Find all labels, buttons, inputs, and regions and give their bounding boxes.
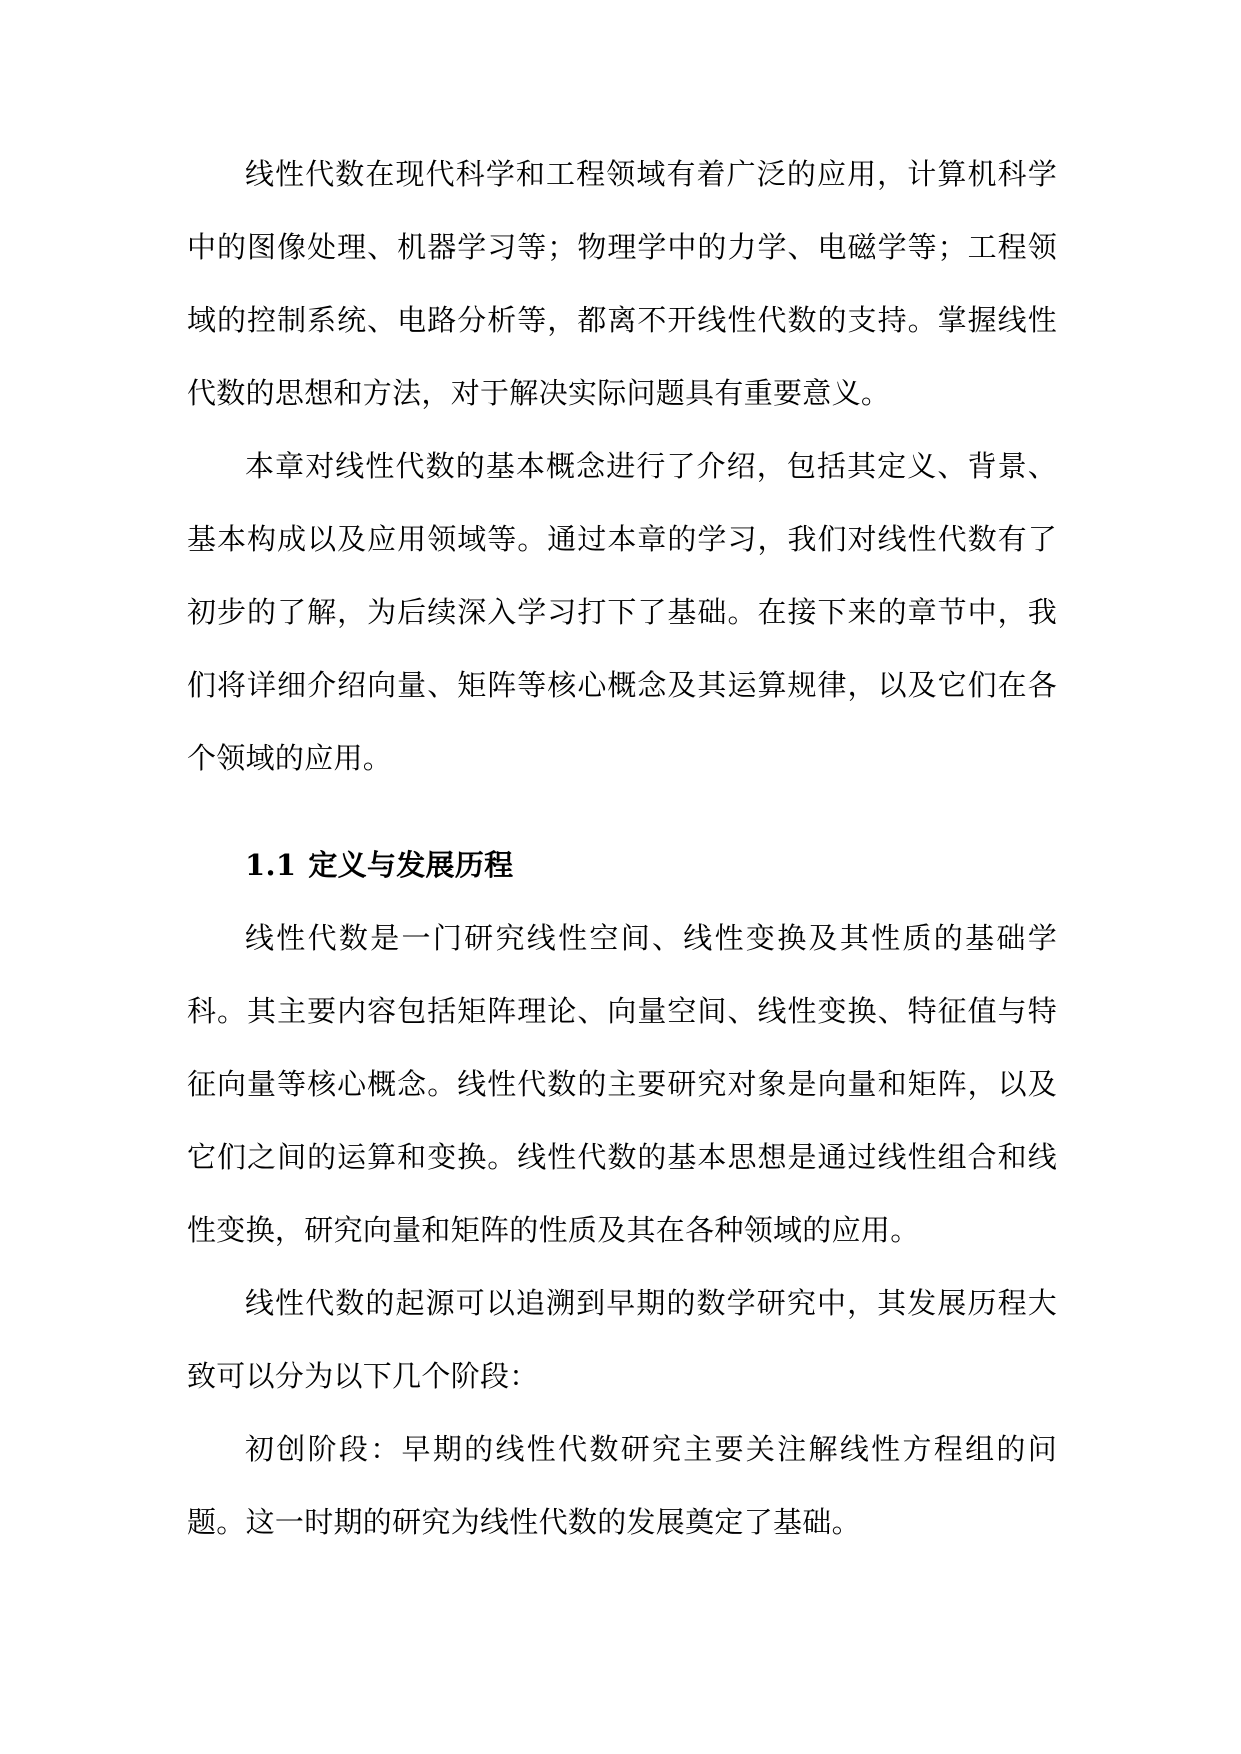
document-body (187, 138, 1057, 1559)
paragraph-chapter-summary: 本章对线性代数的基本概念进行了介绍，包括其定义、背景、基本构成以及应用领域等。通过本章的学习，我们对线性代数有了初步的了解，为后续深入学习打下了基础。在接下来的章节中，我们将详细介绍向量、矩阵等核心概念及其运算规律，以及它们在各个领域的应用。 (187, 449, 1057, 775)
section-heading (187, 829, 1057, 902)
section-title: 定义与发展历程 (308, 848, 514, 882)
paragraph-applications: 线性代数在现代科学和工程领域有着广泛的应用，计算机科学中的图像处理、机器学习等；物理学中的力学、电磁学等；工程领域的控制系统、电路分析等，都离不开线性代数的支持。掌握线性代数的思想和方法，对于解决实际问题具有重要意义。 (187, 157, 1057, 410)
section-number: 1.1 (245, 848, 297, 882)
paragraph-origin: 线性代数的起源可以追溯到早期的数学研究中，其发展历程大致可以分为以下几个阶段： (187, 1286, 1057, 1393)
paragraph-initial-stage: 初创阶段：早期的线性代数研究主要关注解线性方程组的问题。这一时期的研究为线性代数的发展奠定了基础。 (187, 1432, 1057, 1539)
paragraph-definition: 线性代数是一门研究线性空间、线性变换及其性质的基础学科。其主要内容包括矩阵理论、向量空间、线性变换、特征值与特征向量等核心概念。线性代数的主要研究对象是向量和矩阵，以及它们之间的运算和变换。线性代数的基本思想是通过线性组合和线性变换，研究向量和矩阵的性质及其在各种领域的应用。 (187, 921, 1057, 1247)
